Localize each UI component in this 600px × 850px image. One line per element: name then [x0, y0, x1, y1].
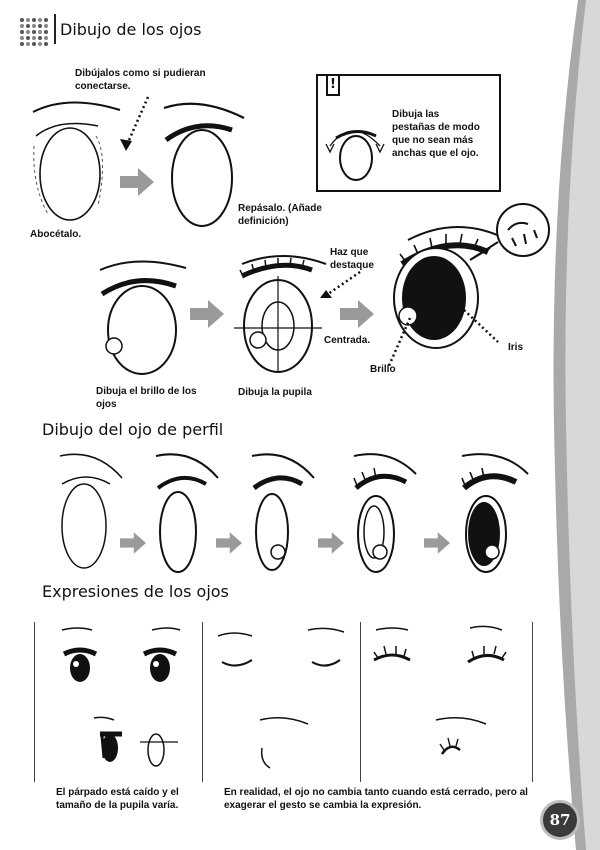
panel-divider: [34, 622, 35, 782]
profile-eye-step-3: [248, 448, 318, 578]
refine-label: Repásalo. (Añade definición): [238, 203, 322, 227]
page-edge-band: [540, 0, 600, 850]
iris-label: Iris: [508, 342, 524, 353]
step-arrow-icon: [120, 168, 154, 196]
profile-eye-step-4: [350, 448, 425, 578]
highlight-label: Dibuja el brillo de los ojos: [96, 386, 197, 410]
shine-label: Brillo: [370, 364, 396, 375]
expression-eye-side-closed: [254, 714, 314, 774]
header-divider: [54, 14, 56, 44]
eye-pupil-illustration: [232, 246, 332, 376]
caption-drooping-eyelid: El párpado está caído y el tamaño de la pupila varía.: [56, 787, 179, 811]
section-title-expressions: Expresiones de los ojos: [42, 582, 229, 601]
expression-eye-side-lashes: [432, 714, 492, 774]
expression-eyes-closed: [212, 624, 352, 684]
profile-eye-step-1: [56, 448, 126, 578]
step-arrow-icon: [340, 300, 374, 328]
step-arrow-icon: [120, 532, 146, 554]
eye-sketch-illustration: [28, 96, 128, 226]
panel-divider: [532, 622, 533, 782]
eye-highlight-illustration: [96, 250, 196, 375]
step-arrow-icon: [424, 532, 450, 554]
panel-divider: [202, 622, 203, 782]
profile-eye-step-2: [152, 448, 222, 578]
pupil-label: Dibuja la pupila: [238, 387, 312, 398]
highlight-note: Haz que destaque: [330, 247, 374, 271]
section-title-profile: Dibujo del ojo de perfil: [42, 420, 224, 439]
centered-label: Centrada.: [324, 335, 371, 346]
caption-closed-eye: En realidad, el ojo no cambia tanto cuando está cerrado, pero al exagerar el gesto se cambia la expresión.: [224, 787, 528, 811]
dotted-pointer-arrow: [462, 308, 502, 348]
panel-divider: [360, 622, 361, 782]
expression-eyes-lashes-closed: [370, 624, 520, 684]
dotted-pointer-arrow: [118, 95, 158, 155]
lash-width-diagram: [322, 110, 392, 185]
expression-eyes-open: [56, 624, 196, 694]
header-dot-grid-icon: [20, 18, 48, 46]
expression-eyes-droopy: [92, 714, 182, 779]
lash-tip-text: Dibuja las pestañas de modo que no sean más anchas que el ojo.: [392, 109, 480, 159]
profile-eye-final: [458, 448, 538, 578]
step-arrow-icon: [190, 300, 224, 328]
step-arrow-icon: [216, 532, 242, 554]
section-title-eyes: Dibujo de los ojos: [60, 20, 202, 39]
exclamation-icon: !: [326, 74, 340, 96]
connect-note: Dibújalos como si pudieran conectarse.: [75, 68, 206, 92]
eye-refined-illustration: [160, 100, 250, 230]
step-arrow-icon: [318, 532, 344, 554]
dotted-pointer-arrow: [318, 270, 363, 300]
page-number: 87: [540, 800, 580, 840]
sketch-label: Abocétalo.: [30, 229, 82, 240]
